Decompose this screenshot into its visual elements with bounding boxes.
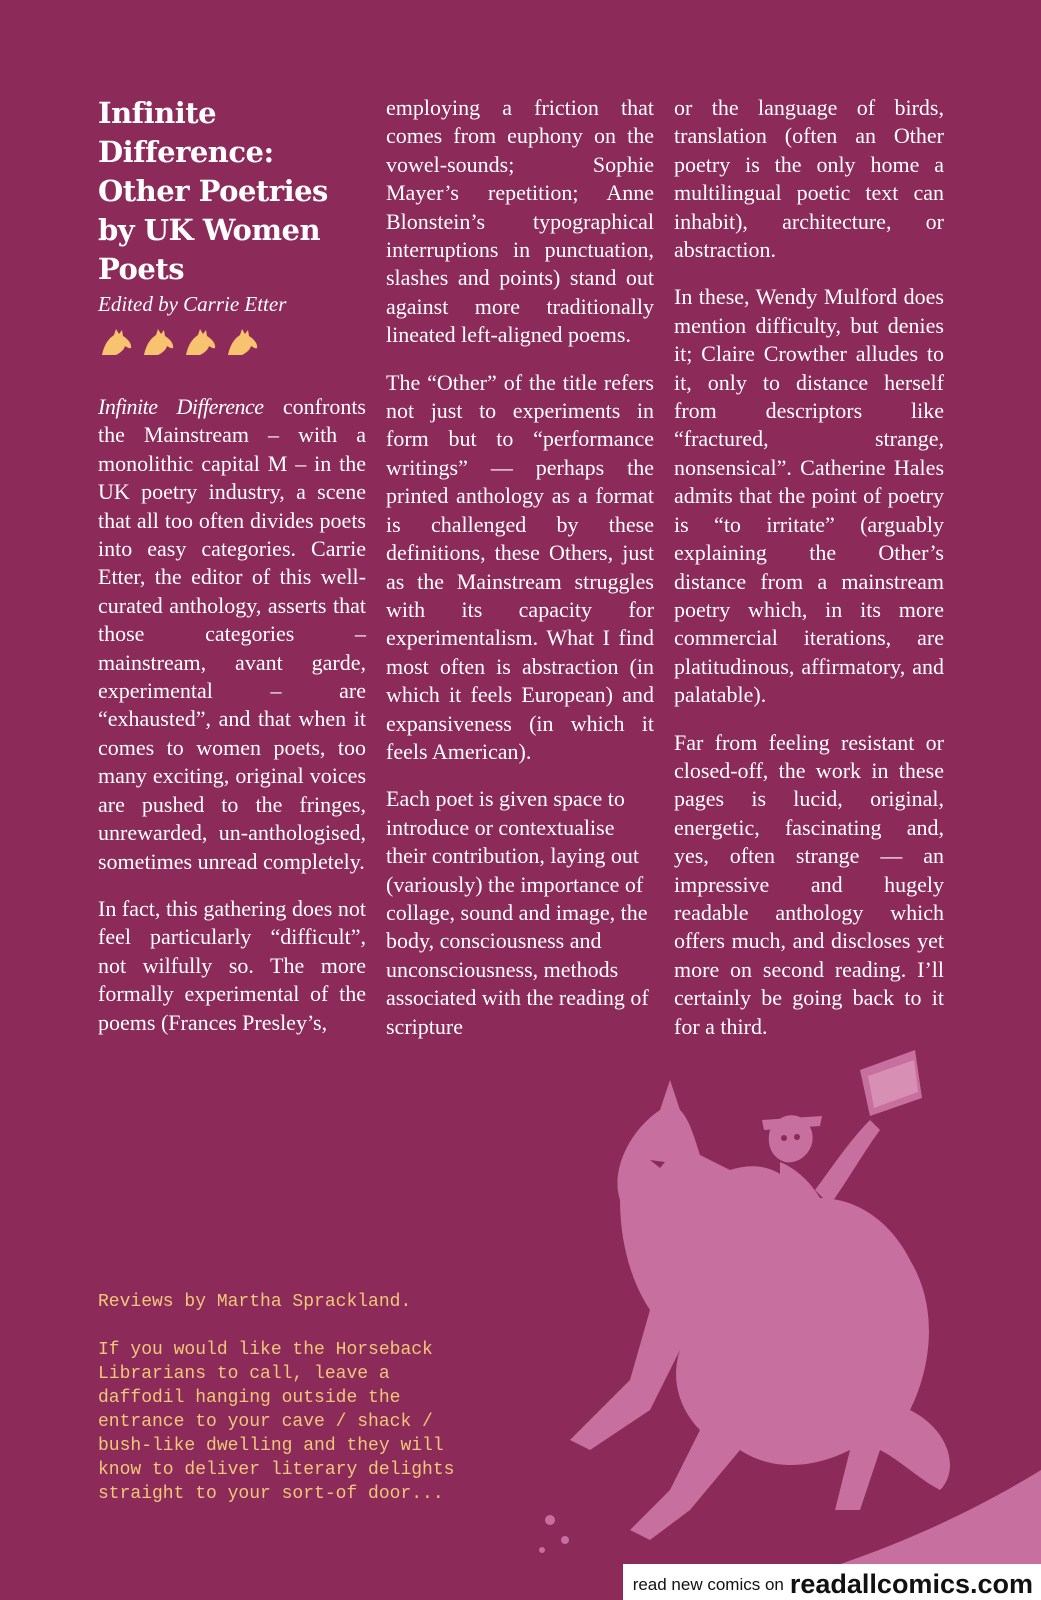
review-column-3 [674,94,944,1060]
paragraph-text: confronts the Mainstream – with a monolithic capital M – in the UK poetry industry, a scene that all too often divides poets into easy categories. Carrie Etter, the editor of this well-curated anthology, asserts that those categories – mainstream, avant garde, experimental – are “exhausted”, and that when it comes to women poets, too many exciting, original voices are pushed to the fringes, unrewarded, un-anthologised, sometimes unread completely. [98,394,366,874]
paragraph: Each poet is given space to introduce or contextualise their contribution, laying out (variously) the importance of collage, sound and image, the body, consciousness and unconsciousness, methods associated with the reading of scripture [386,786,649,1039]
horseback-librarian-illustration [530,1050,1041,1600]
horse-head-icon [140,325,176,357]
horse-head-icon [224,325,260,357]
paragraph: employing a friction that comes from euphony on the vowel-sounds; Sophie Mayer’s repetition; Anne Blonstein’s typographical interruptions in punctuation, slashes and points) stand out against more traditionally lineated left-aligned poems. [386,95,654,348]
rating [98,325,366,359]
review-title: Infinite Difference: Other Poetries by UK Women Poets [98,96,328,286]
librarian-note: If you would like the Horseback Librarians to call, leave a daffodil hanging outside the entrance to your cave / shack / bush-like dwelling and they will know to deliver literary delights straight to your sort-of door... [98,1340,455,1504]
paragraph: The “Other” of the title refers not just to experiments in form but to “performance writings” — perhaps the printed anthology as a format is challenged by these definitions, these Others, just as the Mainstream struggles with its capacity for experimentalism. What I find most often is abstraction (in which it feels European) and expansiveness (in which it feels American). [386,369,654,764]
book-title-inline: Infinite Difference [98,394,264,419]
review-editor: Edited by Carrie Etter [98,292,287,316]
paragraph: In these, Wendy Mulford does mention difficulty, but denies it; Claire Crowther alludes to it, only to distance herself from descriptors like “fractured, strange, nonsensical”. Catherine Hales admits that the point of poetry is “to irritate” (arguably explaining the Other’s distance from a mainstream poetry which, in its more commercial iterations, are platitudinous, affirmatory, and palatable). [674,284,944,708]
paragraph: Far from feeling resistant or closed-off, the work in these pages is lucid, original, energetic, fascinating and, yes, often strange — an impressive and hugely readable anthology which offers much, and discloses yet more on second reading. I’ll certainly be going back to it for a third. [674,729,944,1039]
review-column-2 [386,94,654,1060]
paragraph: or the language of birds, translation (often an Other poetry is the only home a multilingual poetic text can inhabit), architecture, or abstraction. [674,95,944,263]
footer-banner[interactable] [623,1564,1041,1600]
review-column-1 [98,94,366,1056]
paragraph [98,393,366,876]
footer-site-link[interactable]: readallcomics.com [789,1569,1033,1599]
horse-head-icon [98,325,134,357]
horse-head-icon [182,325,218,357]
credits [98,1290,478,1530]
footer-tagline: read new comics on [632,1575,784,1594]
reviewer-credit: Reviews by Martha Sprackland. [98,1292,412,1312]
paragraph: In fact, this gathering does not feel particularly “difficult”, not wilfully so. The more formally experimental of the poems (Frances Presley’s, [98,895,366,1035]
